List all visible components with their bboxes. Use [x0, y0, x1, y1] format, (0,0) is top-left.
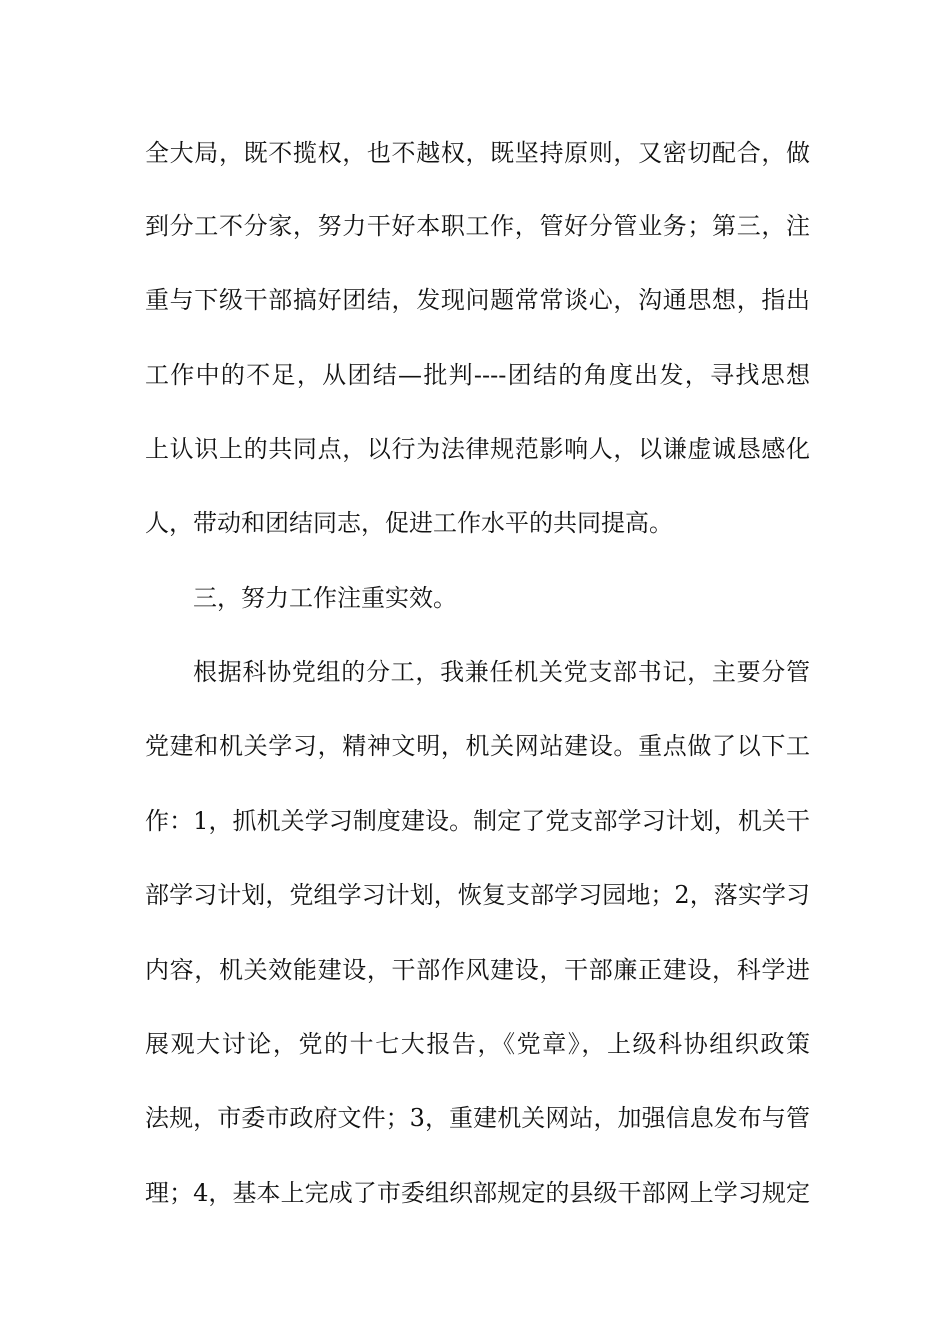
text-line-11: 部学习计划，党组学习计划，恢复支部学习园地；2，落实学习 [145, 881, 810, 909]
text-line-2: 到分工不分家，努力干好本职工作，管好分管业务；第三，注 [145, 212, 810, 240]
text-line-4: 工作中的不足，从团结—批判----团结的角度出发，寻找思想 [145, 361, 810, 389]
text-line-14: 法规，市委市政府文件；3，重建机关网站，加强信息发布与管 [145, 1104, 810, 1132]
text-line-10: 作：1，抓机关学习制度建设。制定了党支部学习计划，机关干 [145, 807, 810, 835]
text-line-8: 根据科协党组的分工，我兼任机关党支部书记，主要分管 [193, 658, 810, 686]
text-line-6: 人，带动和团结同志，促进工作水平的共同提高。 [145, 509, 673, 537]
text-line-3: 重与下级干部搞好团结，发现问题常常谈心，沟通思想，指出 [145, 286, 810, 314]
text-line-12: 内容，机关效能建设，干部作风建设，干部廉正建设，科学进 [145, 956, 810, 984]
text-line-9: 党建和机关学习，精神文明，机关网站建设。重点做了以下工 [145, 732, 810, 760]
section-heading: 三，努力工作注重实效。 [193, 584, 457, 612]
text-line-13: 展观大讨论，党的十七大报告，《党章》，上级科协组织政策 [145, 1030, 810, 1058]
text-line-1: 全大局，既不揽权，也不越权，既坚持原则，又密切配合，做 [145, 139, 810, 167]
text-line-5: 上认识上的共同点，以行为法律规范影响人，以谦虚诚恳感化 [145, 435, 810, 463]
text-line-15: 理；4，基本上完成了市委组织部规定的县级干部网上学习规定 [145, 1179, 810, 1207]
